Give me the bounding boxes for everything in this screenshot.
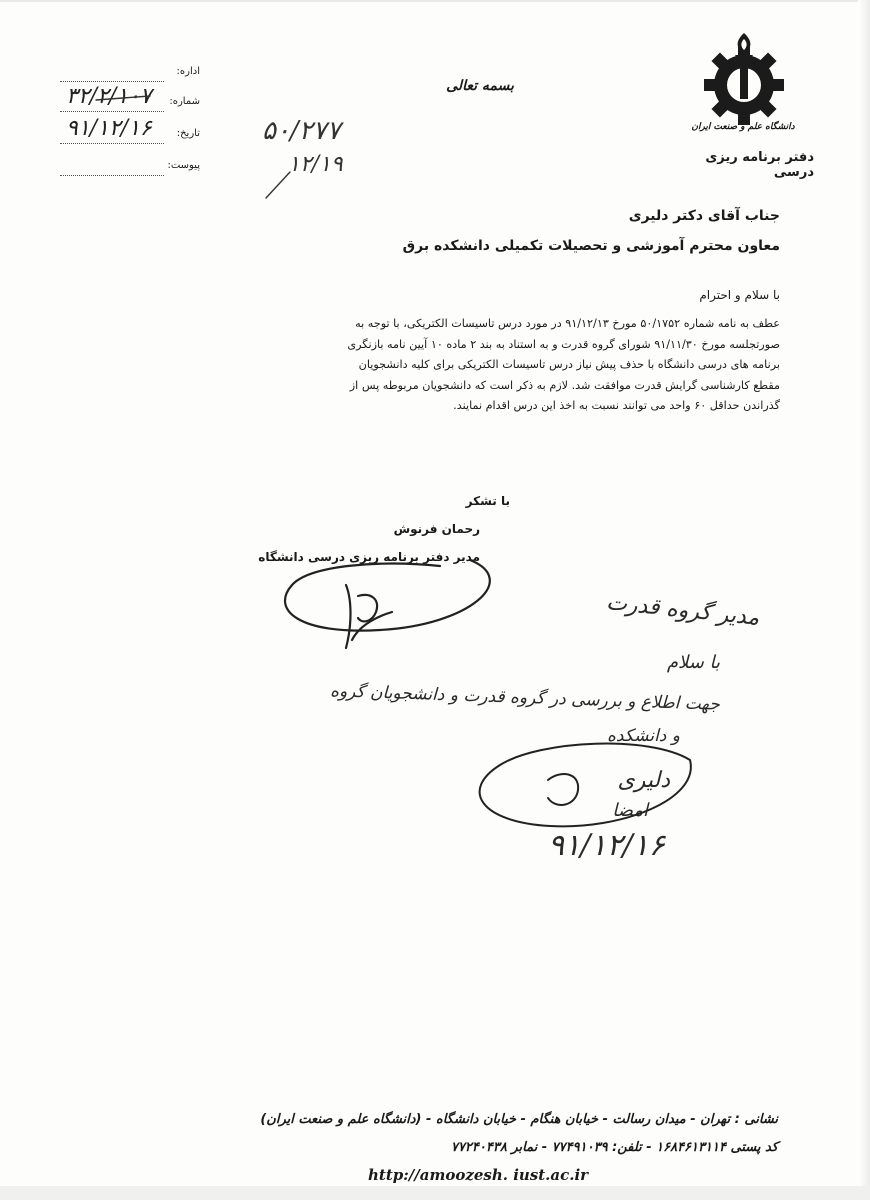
signature-mark [285,560,490,648]
handwritten-signature-loop [480,744,691,827]
ref-value: ۹۱/۱۲/۱۶ [66,116,152,141]
body-line: عطف به نامه شماره ۵۰/۱۷۵۲ مورخ ۹۱/۱۲/۱۳ در مورد درس تاسیسات الکتریکی، با توجه به [355,317,780,330]
registration-date: ۱۲/۱۹ [288,152,343,177]
signer-title: مدیر دفتر برنامه ریزی درسی دانشگاه [258,550,480,564]
closing: با تشکر [465,494,510,508]
footer-contact: کد پستی ۱۶۸۴۶۱۳۱۱۴ - تلفن: ۷۷۴۹۱۰۳۹ - نمابر ۷۷۲۴۰۴۳۸ [450,1140,778,1155]
office-name: دفتر برنامه ریزی درسی [705,150,814,180]
ref-label: تاریخ: [176,128,200,139]
ref-label: اداره: [176,66,200,77]
body-line: صورتجلسه مورخ ۹۱/۱۱/۳۰ شورای گروه قدرت و به استناد به بند ۲ ماده ۱۰ آیین نامه بازنگری [347,337,780,351]
handwritten-addressee: مدیر گروه قدرت [605,590,761,631]
registration-number: ۵۰/۲۷۷ [262,116,341,146]
handwritten-greeting: با سلام [666,652,720,673]
body-line: مقطع کارشناسی گرایش قدرت موافقت شد. لازم به ذکر است که دانشجویان مربوطه پس از [349,378,780,392]
ref-scribble [96,96,290,198]
basmala: بسمه تعالی [446,78,514,94]
university-name: دانشگاه علم و صنعت ایران [691,122,795,132]
handwritten-instruction-cont: و دانشکده [606,726,680,746]
handwritten-signer: دلیری [617,768,670,793]
ref-label: شماره: [169,96,200,107]
greeting: با سلام و احترام [699,288,780,302]
ref-label: پیوست: [167,160,200,171]
handwritten-instruction: جهت اطلاع و بررسی در گروه قدرت و دانشجویان گروه [329,681,721,715]
ref-value: ۳۲/۲/۱۰۷ [66,84,152,109]
body-line: گذراندن حداقل ۶۰ واحد می توانند نسبت به اخذ این درس اقدام نمایند. [453,399,780,413]
addressee-title: معاون محترم آموزشی و تحصیلات تکمیلی دانشکده برق [402,238,780,254]
footer-url[interactable]: http://amoozesh. iust.ac.ir [368,1166,589,1184]
body-line: برنامه های درسی دانشگاه با حذف پیش نیاز درس تاسیسات الکتریکی برای کلیه دانشجویان [358,358,780,372]
signer-name: رحمان فرنوش [393,522,480,536]
handwritten-date: ۹۱/۱۲/۱۶ [548,828,665,863]
addressee-name: جناب آقای دکتر دلیری [628,208,780,224]
handwritten-sign-mark: امضا [612,800,648,821]
footer-address: نشانی : تهران - میدان رسالت - خیابان هنگام - خیابان دانشگاه - (دانشگاه علم و صنعت ایران) [260,1112,778,1127]
